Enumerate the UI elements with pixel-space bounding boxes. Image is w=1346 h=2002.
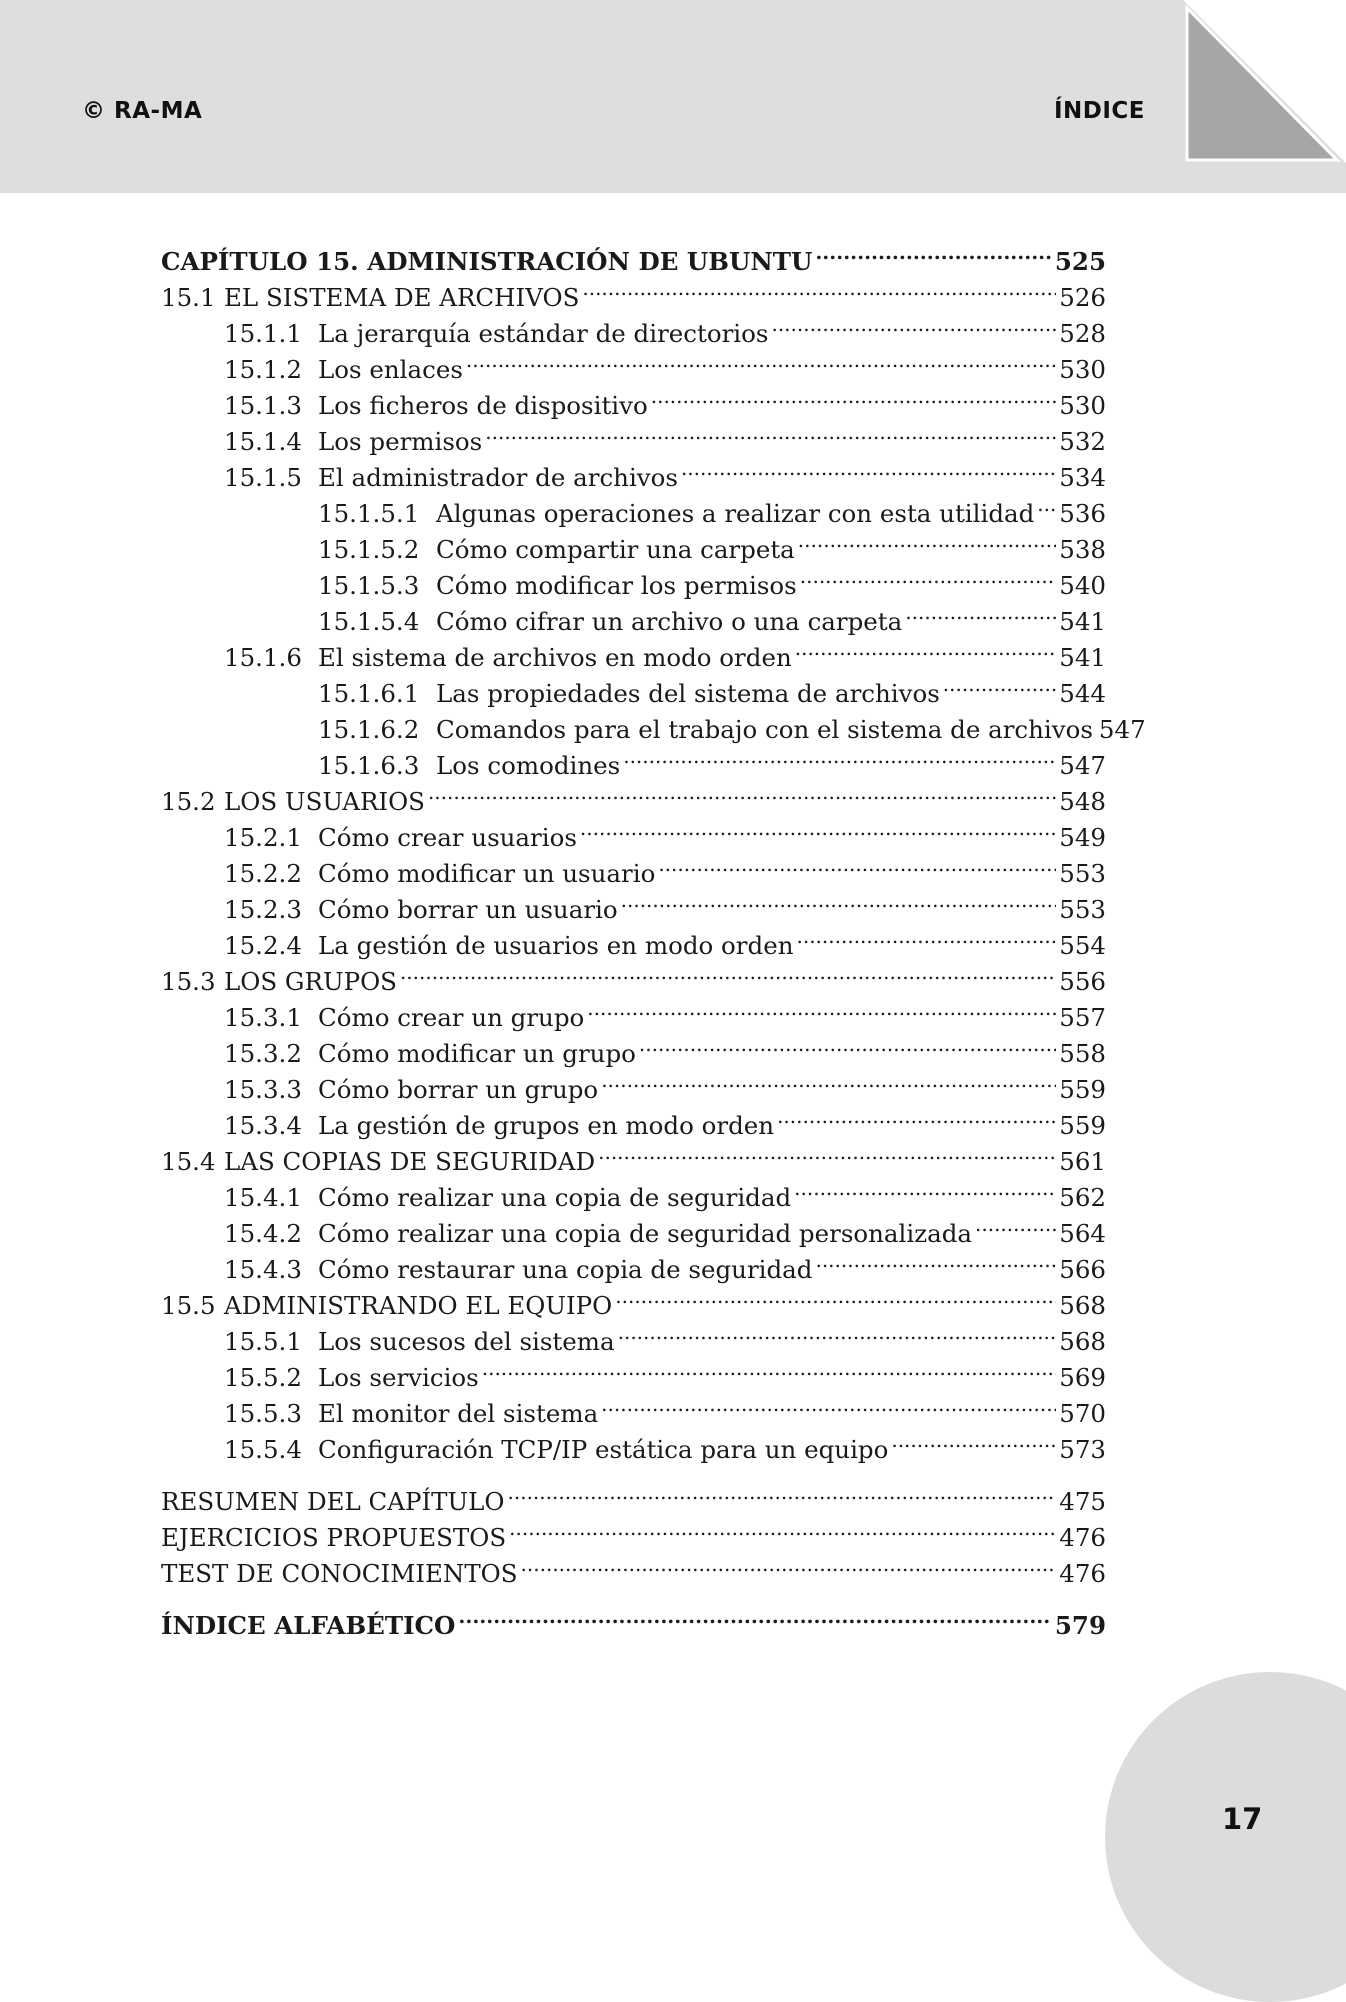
toc-entry-title: Algunas operaciones a realizar con esta utilidad [436, 499, 1035, 528]
toc-entry-number: 15.4.3 [224, 1255, 302, 1284]
toc-leader-dots [796, 918, 1056, 954]
running-header-section: ÍNDICE [1053, 98, 1145, 124]
toc-leader-dots [618, 1314, 1057, 1350]
toc-entry-number: 15.1.5.4 [318, 607, 420, 636]
toc-entry-page: 549 [1059, 823, 1106, 852]
toc-entry-page: 541 [1059, 607, 1106, 636]
toc-entry-page: 562 [1059, 1183, 1106, 1212]
toc-entry-page: 554 [1059, 931, 1106, 960]
toc-entry-number: 15.1.2 [224, 355, 302, 384]
toc-entry-page: 553 [1059, 859, 1106, 888]
toc-leader-dots [639, 1026, 1056, 1062]
toc-entry-title: Los servicios [318, 1363, 479, 1392]
toc-entry-number: 15.1.6.2 [318, 715, 420, 744]
toc-entry-page: 530 [1059, 391, 1106, 420]
toc-entry-number: 15.5.1 [224, 1327, 302, 1356]
toc-entry-number: 15.3.2 [224, 1039, 302, 1068]
toc-entry-title: La gestión de usuarios en modo orden [318, 931, 794, 960]
toc-entry-number: 15.5.3 [224, 1399, 302, 1428]
toc-leader-dots [466, 342, 1056, 378]
toc-entry-page: 540 [1059, 571, 1106, 600]
toc-entry-page: 566 [1059, 1255, 1106, 1284]
toc-entry-title: Cómo crear usuarios [318, 823, 577, 852]
toc-entry [161, 774, 1106, 816]
toc-entry-number: 15.1.5.3 [318, 571, 420, 600]
running-header-publisher: © RA-MA [82, 98, 203, 124]
toc-entry-title: Comandos para el trabajo con el sistema de archivos [436, 715, 1093, 744]
toc-entry-title: Cómo borrar un usuario [318, 895, 618, 924]
table-of-contents [161, 234, 1146, 1640]
toc-entry-number: 15.4.2 [224, 1219, 302, 1248]
toc-entry-page: 559 [1059, 1075, 1106, 1104]
toc-entry-page: 476 [1059, 1523, 1106, 1552]
toc-entry-number: 15.2.3 [224, 895, 302, 924]
toc-leader-dots [777, 1098, 1056, 1134]
toc-entry-title: RESUMEN DEL CAPÍTULO [161, 1487, 505, 1516]
toc-entry-title: Cómo modificar un usuario [318, 859, 656, 888]
toc-entry-title: Los enlaces [318, 355, 463, 384]
toc-entry-number: 15.2.1 [224, 823, 302, 852]
toc-entry-number: 15.2 [161, 787, 216, 816]
toc-entry-page: 579 [1054, 1611, 1106, 1640]
toc-entry-number: 15.1.4 [224, 427, 302, 456]
toc-entry-page: 568 [1059, 1291, 1106, 1320]
toc-entry-title: Cómo realizar una copia de seguridad personalizada [318, 1219, 972, 1248]
toc-entry-title: LOS USUARIOS [224, 787, 425, 816]
toc-leader-dots [580, 810, 1056, 846]
toc-leader-dots [771, 306, 1056, 342]
toc-leader-dots [582, 270, 1056, 306]
toc-entry-page: 547 [1098, 715, 1146, 744]
toc-entry-title: Cómo realizar una copia de seguridad [318, 1183, 792, 1212]
toc-entry-title: La gestión de grupos en modo orden [318, 1111, 775, 1140]
toc-leader-dots [521, 1546, 1057, 1582]
toc-entry-title: El sistema de archivos en modo orden [318, 643, 792, 672]
toc-leader-dots [658, 846, 1056, 882]
toc-entry-title: Los permisos [318, 427, 483, 456]
toc-entry-page: 561 [1059, 1147, 1106, 1176]
toc-leader-dots [400, 954, 1056, 990]
toc-entry-page: 532 [1059, 427, 1106, 456]
toc-entry-number: 15.2.2 [224, 859, 302, 888]
toc-leader-dots [623, 738, 1056, 774]
toc-entry-number: 15.3.4 [224, 1111, 302, 1140]
toc-leader-dots [601, 1386, 1056, 1422]
toc-entry-title: Cómo crear un grupo [318, 1003, 585, 1032]
toc-entry-page: 528 [1059, 319, 1106, 348]
toc-entry-page: 534 [1059, 463, 1106, 492]
toc-leader-dots [508, 1474, 1057, 1510]
toc-entry-number: 15.3.1 [224, 1003, 302, 1032]
toc-entry-page: 568 [1059, 1327, 1106, 1356]
toc-entry-title: El monitor del sistema [318, 1399, 599, 1428]
toc-leader-dots [815, 234, 1052, 270]
toc-entry-page: 475 [1059, 1487, 1106, 1516]
toc-entry [161, 234, 1106, 276]
toc-leader-dots [621, 882, 1057, 918]
toc-leader-dots [598, 1134, 1056, 1170]
toc-entry-title: Cómo modificar un grupo [318, 1039, 636, 1068]
toc-entry-page: 557 [1059, 1003, 1106, 1032]
toc-entry-page: 569 [1059, 1363, 1106, 1392]
toc-leader-dots [800, 558, 1056, 594]
toc-entry-number: 15.1.5 [224, 463, 302, 492]
toc-entry-number: 15.1.1 [224, 319, 302, 348]
toc-entry-number: 15.1.6.1 [318, 679, 420, 708]
toc-entry-page: 526 [1059, 283, 1106, 312]
toc-entry-page: 476 [1059, 1559, 1106, 1588]
toc-entry-number: 15.1.6 [224, 643, 302, 672]
toc-leader-dots [795, 630, 1057, 666]
toc-leader-dots [815, 1242, 1056, 1278]
toc-leader-dots [651, 378, 1057, 414]
toc-leader-dots [428, 774, 1056, 810]
toc-entry-number: 15.4 [161, 1147, 216, 1176]
toc-entry-page: 570 [1059, 1399, 1106, 1428]
toc-entry-page: 541 [1059, 643, 1106, 672]
toc-entry-page: 530 [1059, 355, 1106, 384]
toc-entry-number: 15.1.6.3 [318, 751, 420, 780]
toc-leader-dots [615, 1278, 1056, 1314]
toc-leader-dots [943, 666, 1056, 702]
toc-entry-page: 553 [1059, 895, 1106, 924]
page-number-circle [1105, 1672, 1346, 2002]
page-number: 17 [1222, 1802, 1263, 1836]
toc-leader-dots [482, 1350, 1057, 1386]
toc-entry-number: 15.1.5.1 [318, 499, 420, 528]
toc-entry [161, 738, 1106, 780]
toc-entry-number: 15.5.2 [224, 1363, 302, 1392]
toc-entry-page: 564 [1059, 1219, 1106, 1248]
toc-entry-number: 15.1.3 [224, 391, 302, 420]
toc-entry-number: 15.3 [161, 967, 216, 996]
toc-leader-dots [1037, 486, 1056, 522]
toc-entry-title: Configuración TCP/IP estática para un equipo [318, 1435, 889, 1464]
toc-leader-dots [587, 990, 1056, 1026]
toc-leader-dots [905, 594, 1056, 630]
toc-entry-title: EL SISTEMA DE ARCHIVOS [224, 283, 580, 312]
toc-entry-page: 573 [1059, 1435, 1106, 1464]
toc-entry-page: 547 [1059, 751, 1106, 780]
toc-entry-number: 15.5 [161, 1291, 216, 1320]
toc-leader-dots [681, 450, 1056, 486]
toc-entry-title: CAPÍTULO 15. ADMINISTRACIÓN DE UBUNTU [161, 247, 813, 276]
toc-entry-title: EJERCICIOS PROPUESTOS [161, 1523, 507, 1552]
toc-entry-title: ÍNDICE ALFABÉTICO [161, 1611, 456, 1640]
toc-entry-page: 536 [1059, 499, 1106, 528]
toc-leader-dots [601, 1062, 1056, 1098]
toc-entry-page: 548 [1059, 787, 1106, 816]
toc-entry-page: 525 [1054, 247, 1106, 276]
toc-entry-title: El administrador de archivos [318, 463, 678, 492]
toc-entry-title: Cómo compartir una carpeta [436, 535, 795, 564]
toc-entry-title: Cómo restaurar una copia de seguridad [318, 1255, 813, 1284]
toc-leader-dots [485, 414, 1056, 450]
toc-entry [161, 1474, 1106, 1516]
toc-entry-title: La jerarquía estándar de directorios [318, 319, 769, 348]
toc-entry-page: 544 [1059, 679, 1106, 708]
toc-entry-title: Los comodines [436, 751, 621, 780]
toc-leader-dots [975, 1206, 1056, 1242]
toc-entry-title: LOS GRUPOS [224, 967, 397, 996]
toc-entry-number: 15.5.4 [224, 1435, 302, 1464]
toc-entry-title: Los ficheros de dispositivo [318, 391, 648, 420]
toc-entry-page: 559 [1059, 1111, 1106, 1140]
toc-entry-title: Las propiedades del sistema de archivos [436, 679, 940, 708]
toc-entry-page: 538 [1059, 535, 1106, 564]
toc-leader-dots [798, 522, 1056, 558]
toc-entry-number: 15.4.1 [224, 1183, 302, 1212]
toc-leader-dots [891, 1422, 1056, 1458]
toc-entry-page: 558 [1059, 1039, 1106, 1068]
toc-entry-page: 556 [1059, 967, 1106, 996]
page-corner-fold [1183, 0, 1346, 163]
toc-entry-number: 15.2.4 [224, 931, 302, 960]
toc-entry-title: Cómo modificar los permisos [436, 571, 797, 600]
toc-entry-title: TEST DE CONOCIMIENTOS [161, 1559, 518, 1588]
header-band [0, 0, 1346, 193]
toc-entry-title: LAS COPIAS DE SEGURIDAD [224, 1147, 596, 1176]
toc-leader-dots [458, 1598, 1051, 1634]
toc-leader-dots [509, 1510, 1056, 1546]
toc-entry-title: Cómo cifrar un archivo o una carpeta [436, 607, 903, 636]
toc-entry-title: Los sucesos del sistema [318, 1327, 615, 1356]
toc-entry [161, 1598, 1106, 1640]
toc-entry-number: 15.1 [161, 283, 216, 312]
toc-leader-dots [794, 1170, 1056, 1206]
toc-entry-number: 15.3.3 [224, 1075, 302, 1104]
toc-entry-number: 15.1.5.2 [318, 535, 420, 564]
toc-entry-title: Cómo borrar un grupo [318, 1075, 599, 1104]
toc-entry-title: ADMINISTRANDO EL EQUIPO [224, 1291, 613, 1320]
